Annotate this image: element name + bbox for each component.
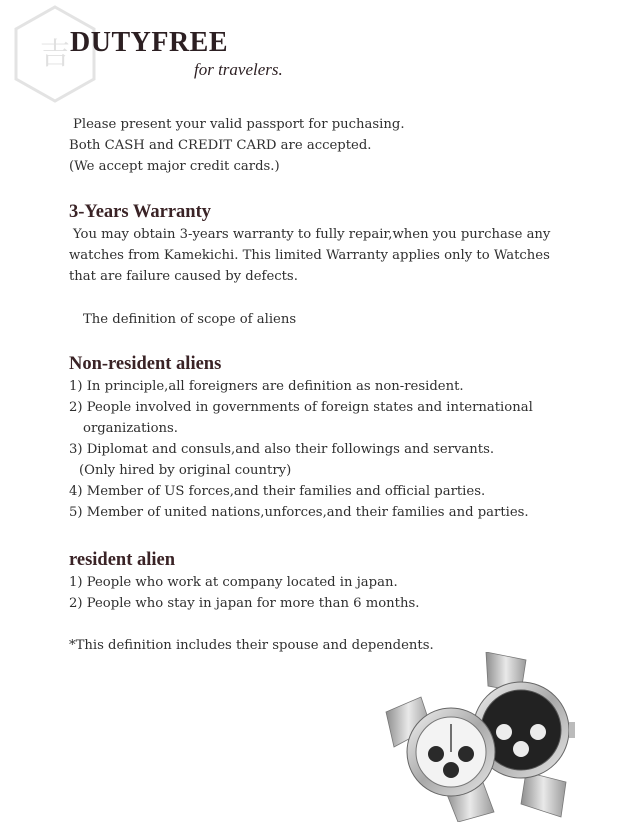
warranty-line: You may obtain 3-years warranty to fully repair,when you purchase any xyxy=(73,227,551,242)
nonresident-item: 5) Member of united nations,unforces,and their families and parties. xyxy=(69,505,529,520)
warranty-section xyxy=(69,200,551,287)
warranty-line: watches from Kamekichi. This limited Warranty applies only to Watches xyxy=(69,248,550,263)
nonresident-item: organizations. xyxy=(83,421,178,436)
page-subtitle: for travelers. xyxy=(194,60,283,79)
resident-item: 2) People who stay in japan for more than 6 months. xyxy=(69,596,420,611)
resident-heading: resident alien xyxy=(69,550,176,570)
nonresident-item: 4) Member of US forces,and their families and official parties. xyxy=(69,484,486,499)
warranty-heading: 3-Years Warranty xyxy=(69,202,211,222)
nonresident-heading: Non-resident aliens xyxy=(69,354,222,374)
nonresident-item: 3) Diplomat and consuls,and also their followings and servants. xyxy=(69,442,495,457)
nonresident-item: 2) People involved in governments of foreign states and international xyxy=(69,400,533,415)
definition-section xyxy=(69,309,509,330)
nonresident-item: (Only hired by original country) xyxy=(79,463,292,478)
definition-text: The definition of scope of aliens xyxy=(83,312,297,327)
watches-image xyxy=(376,652,576,822)
intro-line: Please present your valid passport for puchasing. xyxy=(73,117,405,132)
nonresident-section xyxy=(69,352,533,523)
page-title: DUTYFREE xyxy=(70,27,229,58)
intro-line: (We accept major credit cards.) xyxy=(69,159,280,174)
warranty-line: that are failure caused by defects. xyxy=(69,269,298,284)
intro-line: Both CASH and CREDIT CARD are accepted. xyxy=(69,138,372,153)
resident-item: 1) People who work at company located in japan. xyxy=(69,575,398,590)
intro-section xyxy=(69,114,509,177)
logo-glyph: 吉 xyxy=(40,37,70,72)
resident-section xyxy=(69,548,509,614)
nonresident-item: 1) In principle,all foreigners are definition as non-resident. xyxy=(69,379,464,394)
footnote-text: *This definition includes their spouse and dependents. xyxy=(69,638,434,653)
